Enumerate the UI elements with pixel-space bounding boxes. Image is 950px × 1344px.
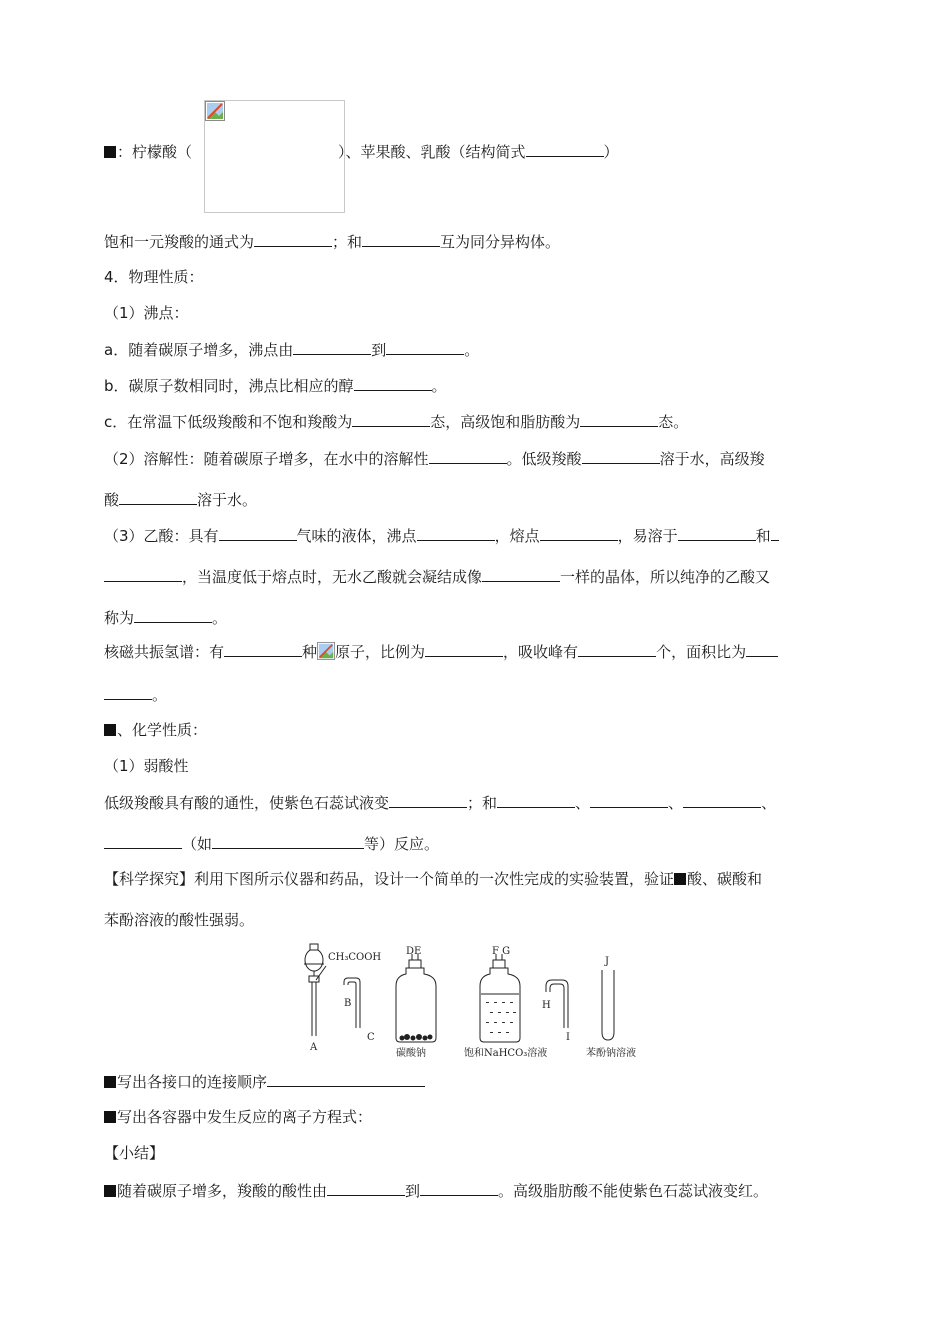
label-h: H (542, 1000, 551, 1011)
answer-blank[interactable] (293, 339, 371, 355)
line-citric-acid: ：柠檬酸（ ）、苹果酸、乳酸（结构简式 ） (104, 141, 619, 161)
label-sodium-phenolate: 苯酚钠溶液 (586, 1048, 636, 1059)
answer-blank[interactable] (590, 792, 668, 808)
label-ch3cooh: CH₃COOH (328, 952, 382, 963)
answer-blank[interactable] (497, 792, 575, 808)
answer-blank[interactable] (678, 525, 756, 541)
answer-blank[interactable] (746, 641, 778, 657)
answer-blank[interactable] (224, 641, 302, 657)
subheading-weak-acidity: （1）弱酸性 (104, 757, 189, 775)
line-acetic-acid: （3）乙酸：具有 气味的液体，沸点 ，熔点 ，易溶于 和 (104, 525, 779, 545)
line-acetic-acid-cont: ，当温度低于熔点时，无水乙酸就会凝结成像 一样的晶体，所以纯净的乙酸又 (104, 566, 770, 586)
answer-blank[interactable] (580, 411, 658, 427)
bullet-square (104, 724, 116, 736)
label-de: DE (406, 946, 422, 957)
answer-blank[interactable] (389, 792, 467, 808)
label-sodium-bicarbonate: 饱和NaHCO₃溶液 (464, 1048, 548, 1059)
line-acid-generality-cont: （如 等）反应。 (104, 833, 439, 853)
line-nmr-cont: 。 (104, 684, 167, 704)
answer-blank[interactable] (104, 566, 182, 582)
answer-blank[interactable] (354, 375, 432, 391)
broken-image-icon (317, 642, 335, 660)
answer-blank[interactable] (420, 1180, 498, 1196)
answer-blank[interactable] (417, 525, 495, 541)
line-connection-order: 写出各接口的连接顺序 (104, 1071, 425, 1091)
answer-blank[interactable] (386, 339, 464, 355)
label-c: C (367, 1032, 375, 1043)
label-j: J (605, 956, 610, 967)
answer-blank[interactable] (429, 448, 507, 464)
label-fg: F G (492, 946, 511, 957)
answer-blank[interactable] (582, 448, 660, 464)
bullet-square (104, 1111, 116, 1123)
section-physical-properties: 4．物理性质： (104, 268, 204, 286)
answer-blank[interactable] (526, 141, 604, 157)
answer-blank[interactable] (267, 1071, 425, 1087)
answer-blank[interactable] (540, 525, 618, 541)
label-i: I (566, 1032, 570, 1043)
answer-blank[interactable] (482, 566, 560, 582)
line-summary: 随着碳原子增多，羧酸的酸性由 到 。高级脂肪酸不能使紫色石蕊试液变红。 (104, 1180, 768, 1200)
answer-blank[interactable] (683, 792, 761, 808)
line-nmr: 核磁共振氢谱：有 种 原子，比例为 ，吸收峰有 个，面积比为 (104, 641, 778, 661)
label-sodium-carbonate: 碳酸钠 (396, 1048, 426, 1059)
answer-blank[interactable] (352, 411, 430, 427)
bullet-square (104, 1185, 116, 1197)
heading-summary: 【小结】 (104, 1144, 165, 1162)
label-b: B (344, 998, 352, 1009)
bullet-square (104, 146, 116, 158)
line-ionic-equations: 写出各容器中发生反应的离子方程式： (104, 1107, 372, 1127)
answer-blank[interactable] (219, 525, 297, 541)
line-acetic-acid-name: 称为 。 (104, 609, 228, 627)
line-solubility: （2）溶解性：随着碳原子增多，在水中的溶解性 。低级羧酸 溶于水，高级羧 (104, 450, 765, 468)
answer-blank[interactable] (425, 641, 503, 657)
answer-blank[interactable] (362, 231, 440, 247)
answer-blank[interactable] (134, 607, 212, 623)
answer-blank[interactable] (212, 833, 364, 849)
subheading-boiling-point: （1）沸点： (104, 304, 189, 322)
answer-blank[interactable] (578, 641, 656, 657)
line-boiling-b: b．碳原子数相同时，沸点比相应的醇 。 (104, 377, 447, 395)
label-a: A (310, 1042, 318, 1053)
bullet-square (104, 1076, 116, 1088)
answer-blank[interactable] (104, 833, 182, 849)
line-science-inquiry: 【科学探究】利用下图所示仪器和药品，设计一个简单的一次性完成的实验装置，验证 酸、碳酸和 (104, 870, 763, 888)
answer-blank[interactable] (104, 684, 152, 700)
answer-blank[interactable] (327, 1180, 405, 1196)
line-general-formula: 饱和一元羧酸的通式为 ；和 互为同分异构体。 (104, 233, 561, 251)
broken-image-icon (205, 101, 225, 121)
line-boiling-c: c．在常温下低级羧酸和不饱和羧酸为 态，高级饱和脂肪酸为 态。 (104, 413, 689, 431)
answer-blank[interactable] (119, 489, 197, 505)
line-solubility-cont: 酸 溶于水。 (104, 491, 258, 509)
answer-blank[interactable] (771, 525, 779, 541)
line-boiling-a: a．随着碳原子增多，沸点由 到 。 (104, 341, 480, 359)
bullet-square (674, 873, 686, 885)
line-science-inquiry-cont: 苯酚溶液的酸性强弱。 (104, 911, 255, 929)
answer-blank[interactable] (254, 231, 332, 247)
line-acid-generality: 低级羧酸具有酸的通性，使紫色石蕊试液变 ；和 、 、 、 (104, 794, 777, 812)
section-chemical-properties: 、化学性质： (104, 720, 207, 740)
apparatus-figure (300, 940, 660, 1062)
